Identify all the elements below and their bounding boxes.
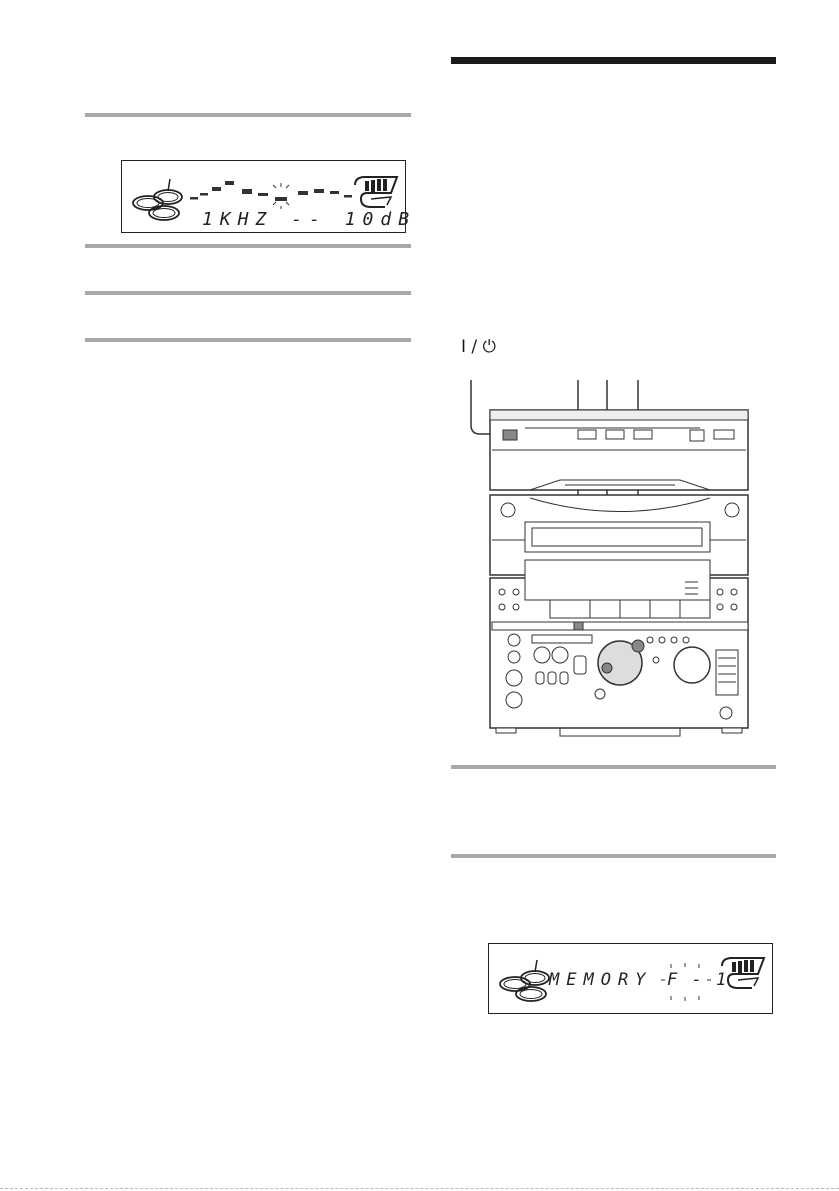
divider-rule-2 <box>85 244 411 248</box>
eq-display-text: 1KHZ -- 10dB <box>202 209 417 230</box>
section-heading-bar <box>451 57 776 64</box>
stereo-system-illustration <box>470 360 760 760</box>
eq-display-panel <box>121 160 417 233</box>
memory-label-text: MEMORY <box>549 970 653 990</box>
blink-marks <box>661 960 711 1002</box>
disc-stack-icon <box>128 175 190 227</box>
divider-rule-6 <box>451 854 776 858</box>
divider-rule-1 <box>85 113 411 117</box>
power-button-label: I / ⏻ <box>461 337 496 357</box>
eq-level-bars <box>182 169 362 209</box>
divider-rule-4 <box>85 338 411 342</box>
tape-reel-icon <box>718 952 768 996</box>
memory-preset-text: F - 1 <box>667 970 729 990</box>
disc-stack-icon <box>495 956 557 1008</box>
page-bottom-edge <box>0 1188 839 1190</box>
memory-display-panel <box>488 943 773 1014</box>
divider-rule-3 <box>85 291 411 295</box>
divider-rule-5 <box>451 765 776 769</box>
